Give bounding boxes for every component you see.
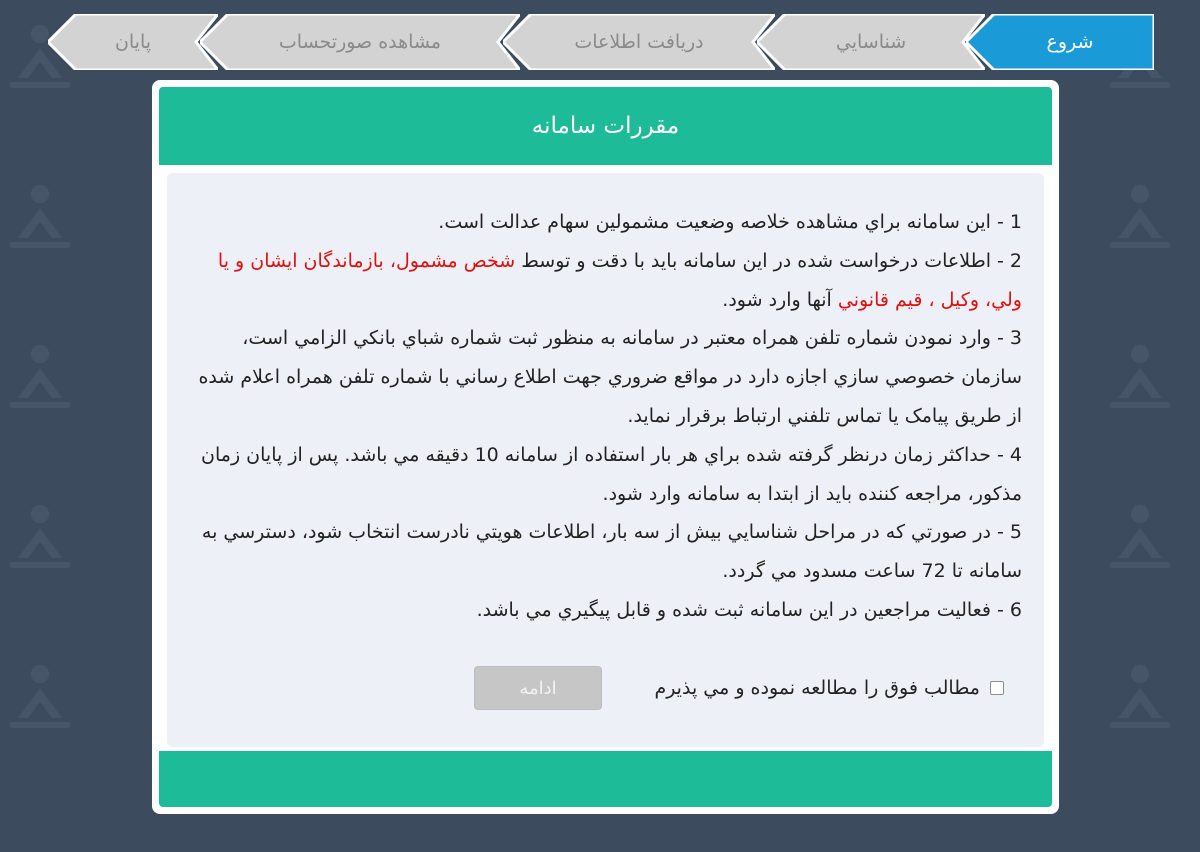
panel-footer bbox=[159, 751, 1052, 807]
watermark-logo-icon bbox=[0, 340, 80, 420]
wizard-steps bbox=[48, 14, 1154, 70]
step-label: شناسايي bbox=[835, 31, 907, 53]
step-start[interactable] bbox=[966, 14, 1154, 70]
agree-row bbox=[654, 677, 1004, 699]
watermark-logo-icon bbox=[1100, 180, 1180, 260]
step-label: دريافت اطلاعات bbox=[574, 31, 704, 53]
step-view-bill[interactable] bbox=[200, 14, 520, 70]
step-label: شروع bbox=[1046, 31, 1094, 53]
watermark-logo-icon bbox=[1100, 660, 1180, 740]
rule-item: 4 - حداکثر زمان درنظر گرفته شده براي هر بار استفاده از سامانه 10 دقيقه مي باشد. پس از پايان زمان مذکور، مراجعه کننده بايد از ابتدا به سامانه وارد شود. bbox=[201, 443, 1022, 505]
panel-header bbox=[159, 87, 1052, 165]
watermark-logo-icon bbox=[1100, 500, 1180, 580]
watermark-logo-icon bbox=[0, 500, 80, 580]
rule-item: 6 - فعاليت مراجعين در اين سامانه ثبت شده و قابل پيگيري مي باشد. bbox=[476, 598, 1022, 621]
continue-button-label: ادامه bbox=[519, 677, 557, 699]
rules-list bbox=[191, 203, 1022, 630]
rule-item: 5 - در صورتي که در مراحل شناسايي بيش از سه بار، اطلاعات هويتي نادرست انتخاب شود، دسترسي به سامانه تا 72 ساعت مسدود مي گردد. bbox=[201, 521, 1022, 583]
rule-item bbox=[191, 242, 1022, 320]
rule-text: 2 - اطلاعات درخواست شده در اين سامانه بايد با دقت و توسط bbox=[515, 249, 1022, 272]
rule-highlight: شخص مشمول، بازماندگان ايشان و يا ولي، وکيل ، قيم قانوني bbox=[217, 249, 1022, 311]
rule-item: 3 - وارد نمودن شماره تلفن همراه معتبر در سامانه به منظور ثبت شماره شباي بانکي الزامي است، سازمان خصوصي سازي اجازه دارد در مواقع ضروري جهت اطلاع رساني با شماره تلفن همراه اعلام شده از طريق پيامک يا تماس تلفني ارتباط برقرار نمايد. bbox=[198, 327, 1022, 427]
step-label: پايان bbox=[114, 31, 152, 53]
agree-label[interactable]: مطالب فوق را مطالعه نموده و مي پذيرم bbox=[654, 677, 980, 699]
watermark-logo-icon bbox=[1100, 340, 1180, 420]
step-finish[interactable] bbox=[48, 14, 218, 70]
watermark-logo-icon bbox=[0, 660, 80, 740]
step-label: مشاهده صورتحساب bbox=[278, 31, 442, 53]
rules-panel bbox=[152, 80, 1059, 814]
panel-title: مقررات سامانه bbox=[531, 113, 680, 139]
step-get-info[interactable] bbox=[503, 14, 775, 70]
rule-text: آنها وارد شود. bbox=[722, 288, 838, 311]
continue-button[interactable] bbox=[474, 666, 602, 710]
panel-body bbox=[167, 173, 1044, 747]
agree-checkbox[interactable] bbox=[990, 681, 1004, 695]
rule-item: 1 - اين سامانه براي مشاهده خلاصه وضعيت مشمولين سهام عدالت است. bbox=[438, 211, 1022, 233]
step-identification[interactable] bbox=[757, 14, 985, 70]
watermark-logo-icon bbox=[0, 180, 80, 260]
